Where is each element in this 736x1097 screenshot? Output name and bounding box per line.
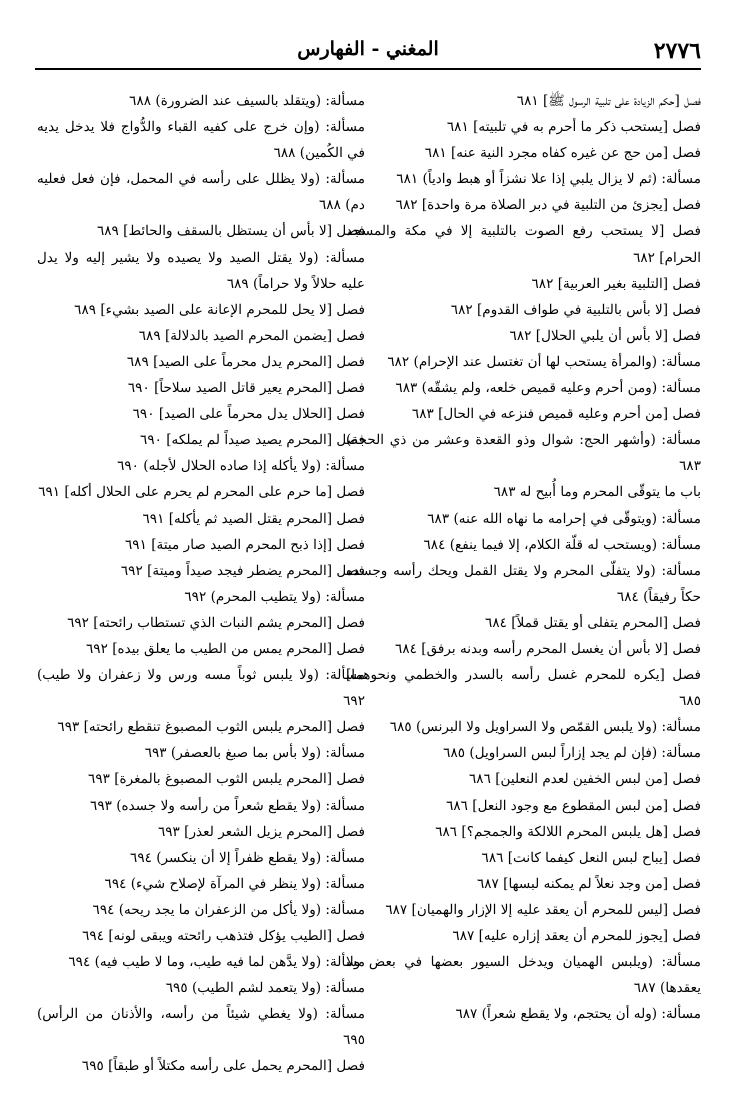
index-entry: فصل [من حج عن غيره كفاه مجرد النية عنه] ٦٨١ [424,145,701,162]
index-entry: فصل [يضمن المحرم الصيد بالدلالة] ٦٨٩ [138,327,365,344]
page-number: ٢٧٧٦ [653,38,701,64]
index-entry: فصل [المحرم يزيل الشعر لعذر] ٦٩٣ [157,823,365,840]
index-entry: فصل [لا بأس أن يغسل المحرم رأسه وبدنه برفق] ٦٨٤ [395,640,701,657]
index-entry: فصل [المحرم يقتل الصيد ثم يأكله] ٦٩١ [142,510,365,527]
page-header [35,36,701,70]
index-entry: مسألة: (ويتقلد بالسيف عند الضرورة) ٦٨٨ [129,93,365,109]
index-entry: فصل [لا بأس أن يستظل بالسقف والحائط] ٦٨٩ [96,223,365,240]
index-entry: فصل [التلبية بغير العربية] ٦٨٢ [531,275,701,292]
index-entry: مسألة: (ومن أحرم وعليه قميص خلعه، ولم يشقّه) ٦٨٣ [395,380,701,397]
index-entry: فصل [المحرم يلبس الثوب المصبوغ بالمغرة] ٦٩٣ [88,771,365,788]
index-entry: مسألة: (ولا يدَّهن لما فيه طيب، وما لا طيب فيه) ٦٩٤ [68,954,365,971]
index-entry: فصل [المحرم يتفلى أو يقتل قملاً] ٦٨٤ [485,614,701,631]
index-entry: فصل [المحرم يعير قاتل الصيد سلاحاً] ٦٩٠ [127,380,365,397]
index-entry: فصل [من أحرم وعليه قميص فنزعه في الحال] ٦٨٣ [411,406,701,423]
index-entry: مسألة: (وله أن يحتجم، ولا يقطع شعراً) ٦٨٧ [455,1006,701,1023]
index-entry: فصل [هل يلبس المحرم اللالكة والجمجم؟] ٦٨٦ [435,823,701,840]
index-entry: فصل [الطيب يؤكل فتذهب رائحته ويبقى لونه] ٦٩٤ [82,928,365,944]
index-entry: مسألة: (ولا يتطيب المحرم) ٦٩٢ [184,588,365,605]
index-entry: فصل [المحرم يصيد صيداً لم يملكه] ٦٩٠ [140,432,365,449]
index-entry: فصل [المحرم يمس من الطيب ما يعلق بيده] ٦٩٢ [86,640,365,657]
index-entry: مسألة: (ولا يقطع شعراً من رأسه ولا جسده) ٦٩٣ [90,797,365,814]
index-entry: مسألة: (ولا يقتل الصيد ولا يصيده ولا يشير إليه ولا يدل عليه حلالاً ولا حراماً) ٦٨٩ [37,249,365,292]
index-entry: فصل [ليس للمحرم أن يعقد عليه إلا الإزار والهميان] ٦٨٧ [385,901,701,918]
index-entry: فصل [لا يحل للمحرم الإعانة على الصيد بشيء] ٦٨٩ [74,301,365,318]
index-column-left [37,88,365,1080]
index-entry: مسألة: (ثم لا يزال يلبي إذا علا نشزاً أو هبط وادياً) ٦٨١ [396,171,701,188]
index-entry: فصل [من وجد نعلاً لم يمكنه لبسها] ٦٨٧ [476,875,701,892]
index-entry: مسألة: (ولا يغطي شيئاً من رأسه، والأذنان من الرأس) ٦٩٥ [37,1006,365,1049]
index-entry: مسألة: (فإن لم يجد إزاراً لبس السراويل) ٦٨٥ [443,745,701,762]
index-entry: فصل [لا بأس أن يلبي الحلال] ٦٨٢ [509,327,701,344]
index-entry: مسألة: (ولا ينظر في المرآة لإصلاح شيء) ٦٩٤ [104,875,365,892]
index-entry: مسألة: (وأشهر الحج: شوال وذو القعدة وعشر من ذي الحجة) ٦٨٣ [346,432,701,475]
index-entry: فصل [يجوز للمحرم أن يعقد إزاره عليه] ٦٨٧ [452,928,701,944]
index-entry: باب ما يتوقّى المحرم وما أُبيح له ٦٨٣ [493,484,701,501]
index-entry: مسألة: (ولا يظلل على رأسه في المحمل، فإن فعل فعليه دم) ٦٨٨ [37,171,365,214]
index-entry: مسألة: (ولا يقطع ظفراً إلا أن ينكسر) ٦٩٤ [130,849,365,866]
index-entry: فصل [ما حرم على المحرم لم يحرم على الحلال أكله] ٦٩١ [38,484,365,501]
running-title: المغني - الفهارس [297,38,439,60]
index-entry: فصل [المحرم يشم النبات الذي تستطاب رائحته] ٦٩٢ [67,614,365,631]
index-entry: فصل [الحلال يدل محرماً على الصيد] ٦٩٠ [132,406,365,423]
index-entry: فصل [المحرم يحمل على رأسه مكتلاً أو طبقاً] ٦٩٥ [81,1058,365,1075]
index-entry: مسألة: (ولا يأكله إذا صاده الحلال لأجله) ٦٩٠ [117,458,365,475]
index-entry: فصل [يكره للمحرم غسل رأسه بالسدر والخطمي ونحوهما] ٦٨٥ [346,667,701,710]
index-entry: مسألة: (ولا يلبس ثوباً مسه ورس ولا زعفران ولا طيب) ٦٩٢ [37,667,365,710]
index-entry: فصل [المحرم يدل محرماً على الصيد] ٦٨٩ [126,353,365,370]
index-entry: فصل [يجزئ من التلبية في دبر الصلاة مرة واحدة] ٦٨٢ [395,197,701,214]
index-entry: مسألة: (ولا يتفلّى المحرم ولا يقتل القمل ويحك رأسه وجسده حكاً رفيقاً) ٦٨٤ [346,562,701,605]
index-entry: فصل [حكم الزيادة على تلبية الرسول ﷺ] ٦٨١ [516,93,701,109]
index-entry: فصل [إذا ذبح المحرم الصيد صار ميتة] ٦٩١ [125,536,365,553]
index-entry: فصل [من لبس المقطوع مع وجود النعل] ٦٨٦ [446,797,701,814]
index-entry: مسألة: (وإن خرج على كفيه القباء والدُّواج فلا يدخل يديه في الكُمين) ٦٨٨ [37,119,365,162]
index-entry: مسألة: (ولا يأكل من الزعفران ما يجد ريحه) ٦٩٤ [92,901,365,918]
index-entry: فصل [من لبس الخفين لعدم النعلين] ٦٨٦ [468,771,701,788]
index-column-right [346,88,701,1027]
index-entry: مسألة: (ولا بأس بما صبغ بالعصفر) ٦٩٣ [144,745,365,762]
index-entry: فصل [لا يستحب رفع الصوت بالتلبية إلا في مكة والمسجد الحرام] ٦٨٢ [346,223,701,266]
index-entry: فصل [يباح لبس النعل كيفما كانت] ٦٨٦ [481,849,701,866]
index-entry: مسألة: (ويتوقّى في إحرامه ما نهاه الله عنه) ٦٨٣ [427,510,701,527]
index-entry: مسألة: (ويستحب له قلّة الكلام، إلا فيما ينفع) ٦٨٤ [423,536,701,553]
index-entry: فصل [المحرم يضطر فيجد صيداً وميتة] ٦٩٢ [120,562,365,579]
index-entry: مسألة: (ولا يلبس القمّص ولا السراويل ولا البرنس) ٦٨٥ [389,719,701,736]
index-entry: فصل [يستحب ذكر ما أحرم به في تلبيته] ٦٨١ [446,119,701,136]
index-entry: مسألة: (ويلبس الهميان ويدخل السيور بعضها في بعض ولا يعقدها) ٦٨٧ [346,954,701,997]
index-entry: فصل [لا بأس بالتلبية في طواف القدوم] ٦٨٢ [450,301,701,318]
index-entry: مسألة: (والمرأة يستحب لها أن تغتسل عند الإحرام) ٦٨٢ [387,353,701,370]
index-entry: مسألة: (ولا يتعمد لشم الطيب) ٦٩٥ [165,980,365,997]
index-entry: فصل [المحرم يلبس الثوب المصبوغ تنقطع رائحته] ٦٩٣ [57,719,365,736]
